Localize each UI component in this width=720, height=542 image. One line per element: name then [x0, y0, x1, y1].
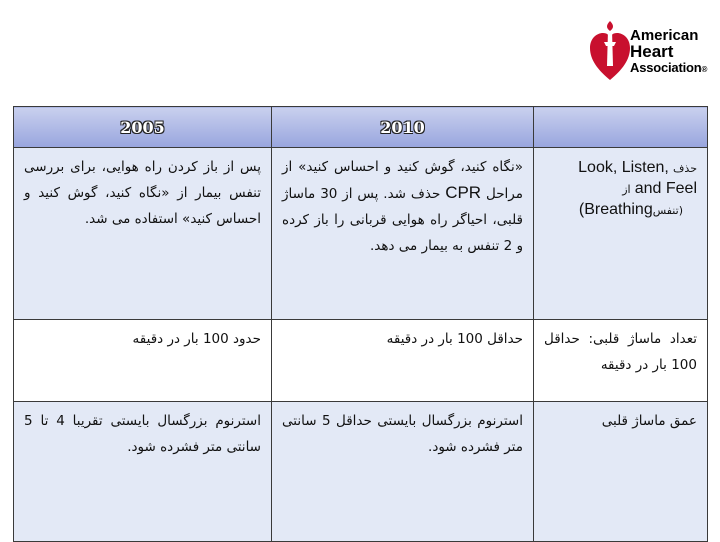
cell-2010	[272, 148, 534, 320]
header-2005: 2005	[14, 107, 272, 148]
topic-fa-1: حذف	[673, 162, 697, 175]
topic-fa-3: تنفس)	[652, 204, 683, 217]
logo-line-1: American	[630, 27, 699, 44]
row3-2005-text: استرنوم بزرگسال بایستی تقریبا 4 تا 5 سانتی متر فشرده شود.	[24, 413, 261, 455]
row3-topic: عمق ماساژ قلبی	[601, 413, 697, 429]
cell-2005	[14, 402, 272, 542]
header-2010: 2010	[272, 107, 534, 148]
row1-2010-text	[272, 148, 533, 265]
logo-line-3-text: Association	[630, 60, 702, 75]
cell-topic	[534, 402, 708, 542]
row1-2010-part-a: «نگاه کنید، گوش کنید و احساس کنید» از مراحل	[282, 159, 523, 202]
row2-topic: تعداد ماساژ قلبی: حداقل 100 بار در دقیقه	[544, 331, 697, 373]
cell-2005	[14, 148, 272, 320]
row2-2005-text: حدود 100 بار در دقیقه	[132, 331, 261, 347]
row1-2010-cpr: CPR	[445, 183, 482, 202]
cell-topic	[534, 320, 708, 402]
registered-mark: ®	[701, 65, 708, 74]
row2-2010-text: حداقل 100 بار در دقیقه	[386, 331, 523, 347]
cell-2005	[14, 320, 272, 402]
cell-2010	[272, 402, 534, 542]
table-header-row	[14, 107, 708, 148]
cell-2010	[272, 320, 534, 402]
row1-topic	[534, 148, 707, 227]
aha-wordmark	[630, 28, 707, 78]
aha-logo	[588, 20, 718, 90]
cell-topic	[534, 148, 708, 320]
logo-line-3	[630, 60, 707, 78]
topic-fa-2: از	[622, 183, 631, 196]
topic-en-1: Look, Listen,	[578, 159, 669, 176]
table-row	[14, 320, 708, 402]
logo-line-2: Heart	[630, 42, 674, 61]
row1-2010-part-b: حذف شد. پس از 30 ماساژ قلبی، احیاگر راه هوایی قربانی را باز کرده و 2 تنفس به بیمار می دهد.	[282, 186, 523, 254]
row1-2005-text: پس از باز کردن راه هوایی، برای بررسی تنفس بیمار از «نگاه کنید، گوش کنید و احساس کنید» استفاده می شد.	[24, 159, 261, 227]
header-topic	[534, 107, 708, 148]
heart-torch-icon	[588, 20, 632, 84]
table-row	[14, 402, 708, 542]
cpr-comparison-table	[13, 106, 708, 542]
topic-en-2: and Feel	[634, 180, 697, 197]
row3-2010-text: استرنوم بزرگسال بایستی حداقل 5 سانتی متر فشرده شود.	[282, 413, 523, 455]
table-row	[14, 148, 708, 320]
topic-en-3: (Breathing	[578, 201, 653, 218]
